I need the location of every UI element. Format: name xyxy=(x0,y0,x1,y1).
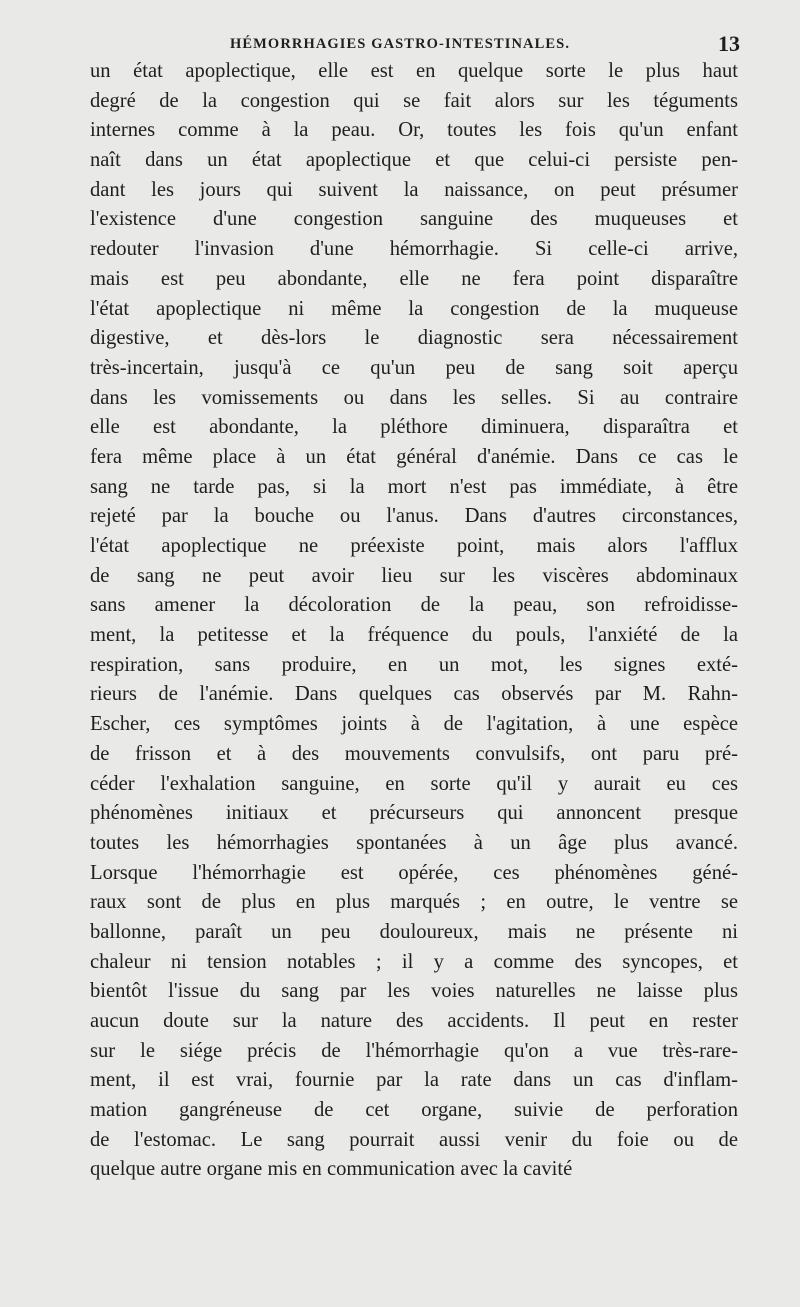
text-line: Escher, ces symptômes joints à de l'agitation, à une espèce xyxy=(90,713,738,736)
text-line: digestive, et dès-lors le diagnostic sera nécessairement xyxy=(90,327,738,350)
text-line: sang ne tarde pas, si la mort n'est pas immédiate, à être xyxy=(90,475,738,498)
text-line: phénomènes initiaux et précurseurs qui annoncent presque xyxy=(90,802,738,825)
text-line: sur le siége précis de l'hémorrhagie qu'on a vue très-rare- xyxy=(90,1039,738,1062)
text-line: Lorsque l'hémorrhagie est opérée, ces phénomènes géné- xyxy=(90,861,738,884)
text-line: sans amener la décoloration de la peau, son refroidisse- xyxy=(90,594,738,617)
text-line: redouter l'invasion d'une hémorrhagie. Si celle-ci arrive, xyxy=(90,238,738,261)
text-line: rejeté par la bouche ou l'anus. Dans d'autres circonstances, xyxy=(90,505,738,528)
text-line: l'existence d'une congestion sanguine des muqueuses et xyxy=(90,208,738,231)
text-line: ment, il est vrai, fournie par la rate dans un cas d'inflam- xyxy=(90,1069,738,1092)
text-line: aucun doute sur la nature des accidents. Il peut en rester xyxy=(90,1010,738,1032)
page-header xyxy=(100,31,740,58)
text-line: mais est peu abondante, elle ne fera point disparaître xyxy=(90,267,738,290)
text-line: quelque autre organe mis en communication avec la cavité xyxy=(90,1158,573,1181)
page-number: 13 xyxy=(718,31,740,56)
text-line: mation gangréneuse de cet organe, suivie de perforation xyxy=(90,1099,738,1122)
text-line: degré de la congestion qui se fait alors sur les téguments xyxy=(90,89,738,112)
text-line: dans les vomissements ou dans les selles. Si au contraire xyxy=(90,386,738,409)
text-line: bientôt l'issue du sang par les voies naturelles ne laisse plus xyxy=(90,980,738,1003)
text-line: très-incertain, jusqu'à ce qu'un peu de sang soit aperçu xyxy=(90,356,738,379)
body-text xyxy=(90,57,738,1185)
text-line: toutes les hémorrhagies spontanées à un âge plus avancé. xyxy=(90,831,738,854)
text-line: l'état apoplectique ne préexiste point, mais alors l'afflux xyxy=(90,535,738,557)
text-line: naît dans un état apoplectique et que celui-ci persiste pen- xyxy=(90,149,738,172)
text-line: ballonne, paraît un peu douloureux, mais ne présente ni xyxy=(90,920,738,943)
text-line: respiration, sans produire, en un mot, les signes exté- xyxy=(90,653,738,676)
text-line: chaleur ni tension notables ; il y a comme des syncopes, et xyxy=(90,950,738,973)
text-line: de sang ne peut avoir lieu sur les viscères abdominaux xyxy=(90,564,738,587)
text-line: internes comme à la peau. Or, toutes les fois qu'un enfant xyxy=(90,119,738,142)
text-line: céder l'exhalation sanguine, en sorte qu'il y aurait eu ces xyxy=(90,772,738,795)
text-line: l'état apoplectique ni même la congestion de la muqueuse xyxy=(90,297,738,320)
text-line: de frisson et à des mouvements convulsifs, ont paru pré- xyxy=(90,742,738,765)
text-line: dant les jours qui suivent la naissance, on peut présumer xyxy=(90,178,738,201)
text-line: raux sont de plus en plus marqués ; en outre, le ventre se xyxy=(90,891,738,914)
text-line: rieurs de l'anémie. Dans quelques cas observés par M. Rahn- xyxy=(90,683,738,706)
text-line: de l'estomac. Le sang pourrait aussi venir du foie ou de xyxy=(90,1128,738,1151)
text-line: fera même place à un état général d'anémie. Dans ce cas le xyxy=(90,445,738,468)
text-line: elle est abondante, la pléthore diminuera, disparaîtra et xyxy=(90,416,738,439)
running-head: HÉMORRHAGIES GASTRO-INTESTINALES. xyxy=(230,36,571,52)
text-line: un état apoplectique, elle est en quelque sorte le plus haut xyxy=(90,60,738,82)
text-line: ment, la petitesse et la fréquence du pouls, l'anxiété de la xyxy=(90,624,738,647)
